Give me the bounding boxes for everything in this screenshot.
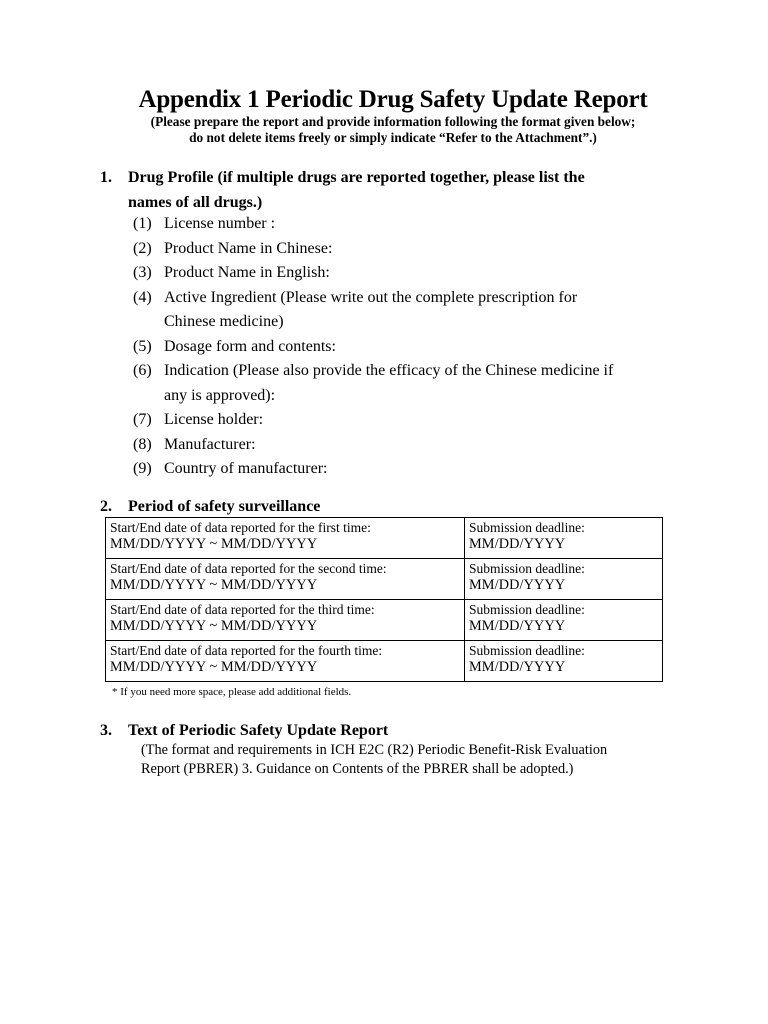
item-number: (8) [133,435,152,453]
instructions-line: (Please prepare the report and provide information following the format given below; [150,114,636,129]
item-text: Indication (Please also provide the efficacy of the Chinese medicine if [164,362,614,379]
period-cell[interactable] [106,518,465,559]
period-cell[interactable] [106,641,465,682]
item-number: (1) [133,215,152,232]
item-text: License holder: [164,411,264,428]
deadline-value: MM/DD/YYYY [469,536,566,552]
section2-heading [100,496,320,518]
item-text: Manufacturer: [164,435,256,453]
deadline-value: MM/DD/YYYY [469,618,566,634]
list-item [133,433,613,458]
list-item [133,286,613,335]
section-number: 2. [100,498,112,515]
section3-heading [100,720,388,742]
item-text: Country of manufacturer: [164,460,328,477]
item-text: Dosage form and contents: [164,337,336,355]
deadline-label: Submission deadline: [469,561,585,576]
item-number: (6) [133,362,152,379]
table-row [106,600,663,641]
section3-body [141,741,607,778]
item-number: (3) [133,264,152,281]
deadline-value: MM/DD/YYYY [469,577,566,593]
instructions-line: do not delete items freely or simply indicate “Refer to the Attachment”.) [189,129,597,145]
section-number: 3. [100,722,112,739]
list-item [133,359,613,408]
item-number: (5) [133,337,152,355]
list-item [133,408,613,433]
deadline-cell[interactable] [465,518,663,559]
section-heading-text: Drug Profile (if multiple drugs are reported together, please list the [128,169,585,186]
surveillance-period-table [105,517,663,682]
section-heading-text: Text of Periodic Safety Update Report [128,722,389,739]
item-number: (7) [133,411,152,428]
period-label: Start/End date of data reported for the first time: [110,520,371,535]
deadline-value: MM/DD/YYYY [469,659,566,675]
list-item [133,335,613,360]
deadline-label: Submission deadline: [469,520,585,535]
list-item [133,237,613,262]
drug-profile-list [133,212,613,482]
section-heading-text: names of all drugs.) [128,194,263,211]
item-number: (4) [133,288,152,306]
period-label: Start/End date of data reported for the third time: [110,602,375,617]
item-text: Active Ingredient (Please write out the complete prescription for [164,288,578,306]
body-line: Report (PBRER) 3. Guidance on Contents of the PBRER shall be adopted.) [141,760,574,777]
table-row [106,641,663,682]
section1-heading [100,165,585,215]
item-number: (9) [133,460,152,477]
period-value: MM/DD/YYYY ~ MM/DD/YYYY [110,536,318,552]
deadline-label: Submission deadline: [469,643,585,658]
item-text: Product Name in English: [164,264,330,281]
document-title: Appendix 1 Periodic Drug Safety Update Report [138,86,648,113]
table-footnote: * If you need more space, please add additional fields. [112,686,352,698]
period-value: MM/DD/YYYY ~ MM/DD/YYYY [110,659,318,675]
period-label: Start/End date of data reported for the second time: [110,561,387,576]
list-item [133,457,613,482]
body-line: (The format and requirements in ICH E2C (R2) Periodic Benefit-Risk Evaluation [141,742,608,758]
deadline-cell[interactable] [465,641,663,682]
document-instructions [0,114,768,145]
item-text: License number : [164,215,276,232]
deadline-cell[interactable] [465,600,663,641]
list-item [133,261,613,286]
period-value: MM/DD/YYYY ~ MM/DD/YYYY [110,618,318,634]
deadline-cell[interactable] [465,559,663,600]
deadline-label: Submission deadline: [469,602,585,617]
section-heading-text: Period of safety surveillance [128,498,321,515]
item-text: Chinese medicine) [164,313,284,330]
table-row [106,518,663,559]
period-cell[interactable] [106,559,465,600]
period-label: Start/End date of data reported for the fourth time: [110,643,383,658]
section-number: 1. [100,169,112,186]
list-item [133,212,613,237]
item-text: any is approved): [164,386,276,404]
period-cell[interactable] [106,600,465,641]
table-row [106,559,663,600]
period-value: MM/DD/YYYY ~ MM/DD/YYYY [110,577,318,593]
item-text: Product Name in Chinese: [164,239,333,257]
item-number: (2) [133,239,152,257]
